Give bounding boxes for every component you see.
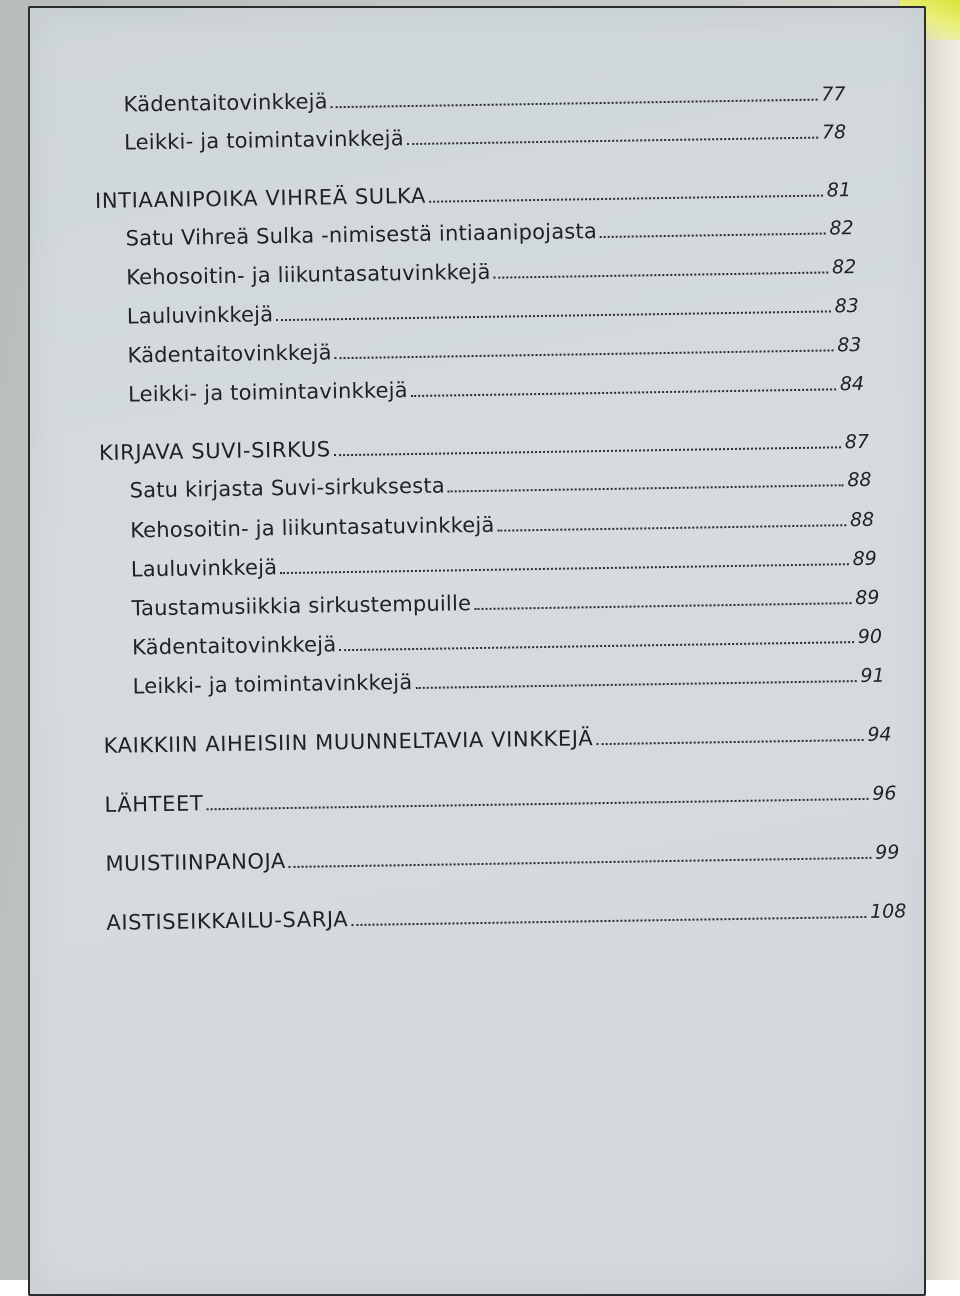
toc-chapter-page: 108 [869,900,907,923]
toc-entry-label: Kehosoitin- ja liikuntasatuvinkkejä [130,512,495,543]
leader-dots [276,310,830,321]
toc-chapter-page: 81 [826,179,852,202]
toc-entry [131,585,879,621]
toc-entry [127,332,861,368]
toc-chapter-label: KAIKKIIN AIHEISIIN MUUNNELTAVIA VINKKEJÄ [103,726,594,758]
toc-entry [125,215,853,250]
toc-entry-label: Lauluvinkkejä [126,302,274,329]
toc-chapter-page: 87 [844,430,870,454]
leader-dots [494,271,828,278]
toc-entry-page: 82 [829,217,854,240]
toc-entry [129,467,871,503]
toc-entry-page: 88 [849,508,875,532]
toc-entry-page: 89 [852,547,877,571]
toc-chapter [99,429,869,465]
toc-entry-page: 88 [847,468,872,492]
toc-entry [128,371,864,407]
toc-entry [130,507,874,543]
toc-chapter-label: INTIAANIPOIKA VIHREÄ SULKA [94,183,427,213]
toc-entry-page: 84 [839,372,865,396]
toc-entry [124,119,846,154]
leader-dots [280,563,848,574]
leader-dots [351,916,866,926]
toc-entry-label: Kädentaitovinkkejä [127,340,332,368]
toc-chapter-label: AISTISEIKKAILU-SARJA [106,907,349,935]
toc-chapter [105,839,899,875]
leader-dots [339,641,854,651]
leader-dots [474,602,851,610]
toc-entry-label: Kehosoitin- ja liikuntasatuvinkkejä [126,259,491,290]
toc-chapter-page: 94 [867,723,892,746]
leader-dots [334,446,841,456]
toc-chapter-label: MUISTIINPANOJA [105,849,287,876]
table-of-contents [28,0,946,1276]
toc-entry-page: 83 [837,333,862,357]
leader-dots [498,524,846,531]
leader-dots [411,388,836,397]
toc-entry-page: 77 [821,83,846,106]
toc-chapter [106,898,906,935]
toc-entry-label: Lauluvinkkejä [130,555,278,582]
toc-entry [131,546,877,582]
leader-dots [415,680,856,689]
leader-dots [331,99,818,109]
toc-entry-label: Leikki- ja toimintavinkkejä [123,126,404,155]
toc-chapter [104,780,896,816]
leader-dots [429,195,823,203]
toc-entry-label: Kädentaitovinkkejä [131,632,337,660]
leader-dots [289,857,871,868]
leader-dots [407,137,818,145]
toc-entry-label: Satu kirjasta Suvi-sirkuksesta [129,473,446,503]
toc-entry-page: 90 [857,625,883,649]
leader-dots [600,233,825,239]
toc-chapter-label: LÄHTEET [104,791,204,817]
leader-dots [596,739,863,745]
toc-entry-label: Leikki- ja toimintavinkkejä [132,670,413,699]
toc-entry [126,254,856,289]
toc-entry-page: 78 [821,121,847,144]
toc-entry-label: Taustamusiikkia sirkustempuille [131,591,472,621]
toc-entry [127,293,859,328]
toc-entry-label: Leikki- ja toimintavinkkejä [127,378,408,407]
toc-entry-page: 89 [855,586,880,610]
toc-entry [123,81,845,116]
leader-dots [448,484,844,492]
toc-chapter [95,177,851,213]
leader-dots [206,798,868,810]
toc-entry-page: 83 [834,294,859,318]
toc-entry [133,663,885,699]
toc-chapter-label: KIRJAVA SUVI-SIRKUS [98,437,331,465]
toc-entry-label: Kädentaitovinkkejä [123,89,328,117]
toc-chapter [103,722,891,758]
toc-entry-page: 82 [831,256,857,279]
leader-dots [335,349,834,359]
toc-entry-label: Satu Vihreä Sulka -nimisestä intiaanipojasta [125,219,598,251]
toc-chapter-page: 96 [872,782,897,805]
toc-entry-page: 91 [860,664,885,688]
toc-chapter-page: 99 [875,841,900,864]
toc-entry [132,624,882,660]
